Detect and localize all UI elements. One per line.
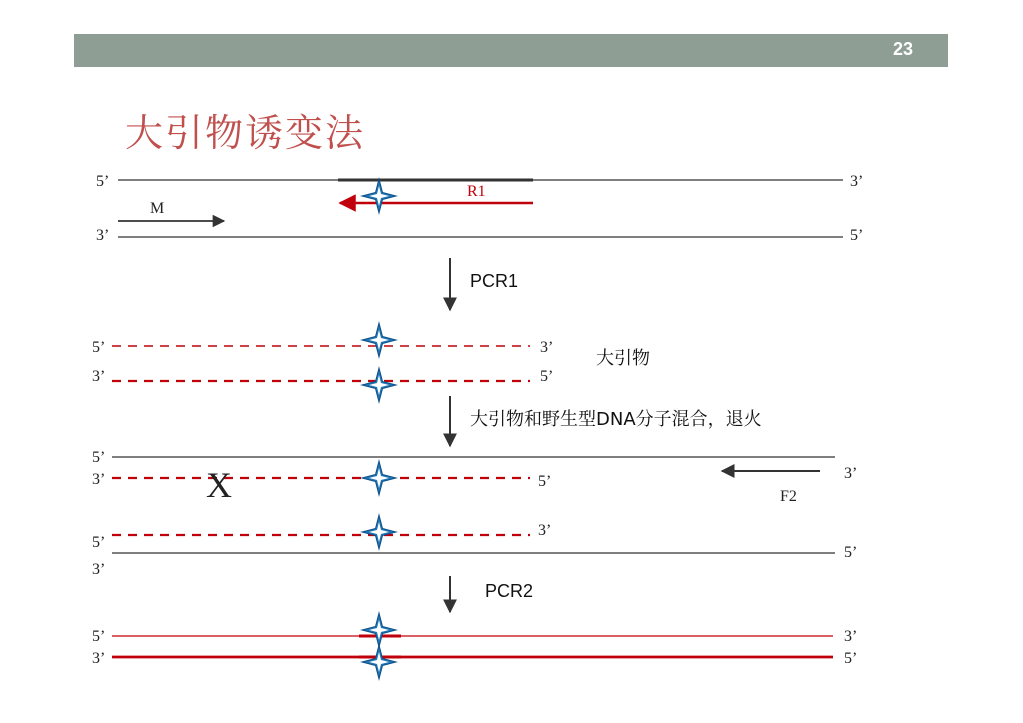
label-3: 3’ bbox=[92, 561, 106, 578]
label-3: 3’ bbox=[540, 339, 554, 356]
cross-mark: X bbox=[206, 465, 232, 505]
mutation-star-icon bbox=[362, 323, 396, 357]
label-3: 3’ bbox=[92, 471, 106, 488]
step-pcr2: PCR2 bbox=[485, 581, 534, 601]
primer-f2-label: F2 bbox=[780, 488, 797, 505]
mutation-star-icon bbox=[362, 645, 396, 679]
step-mix: 大引物和野生型DNA分子混合，退火 bbox=[470, 409, 762, 430]
label-3: 3’ bbox=[92, 650, 106, 667]
label-3: 3’ bbox=[538, 522, 552, 539]
step-pcr1: PCR1 bbox=[470, 271, 519, 291]
label-5: 5’ bbox=[92, 449, 106, 466]
primer-r1-label: R1 bbox=[467, 183, 486, 200]
label-3-top: 3’ bbox=[850, 173, 864, 190]
mutation-star-icon bbox=[362, 179, 396, 213]
megaprimer-note: 大引物 bbox=[596, 348, 650, 369]
label-5: 5’ bbox=[540, 368, 554, 385]
label-5: 5’ bbox=[92, 339, 106, 356]
label-5: 5’ bbox=[844, 544, 858, 561]
slide-title: 大引物诱变法 bbox=[125, 111, 366, 155]
label-3-bottom: 3’ bbox=[96, 227, 110, 244]
mutation-star-icon bbox=[362, 613, 396, 647]
label-5-top: 5’ bbox=[96, 173, 110, 190]
primer-m-label: M bbox=[150, 200, 165, 217]
label-5: 5’ bbox=[92, 534, 106, 551]
page-number: 23 bbox=[892, 39, 913, 59]
label-5-bottom: 5’ bbox=[850, 227, 864, 244]
label-3: 3’ bbox=[844, 465, 858, 482]
label-5: 5’ bbox=[92, 628, 106, 645]
mutation-star-icon bbox=[362, 515, 396, 549]
label-5: 5’ bbox=[844, 650, 858, 667]
label-3: 3’ bbox=[844, 628, 858, 645]
label-5: 5’ bbox=[538, 473, 552, 490]
mutation-star-icon bbox=[362, 461, 396, 495]
mutation-star-icon bbox=[362, 368, 396, 402]
label-3: 3’ bbox=[92, 368, 106, 385]
